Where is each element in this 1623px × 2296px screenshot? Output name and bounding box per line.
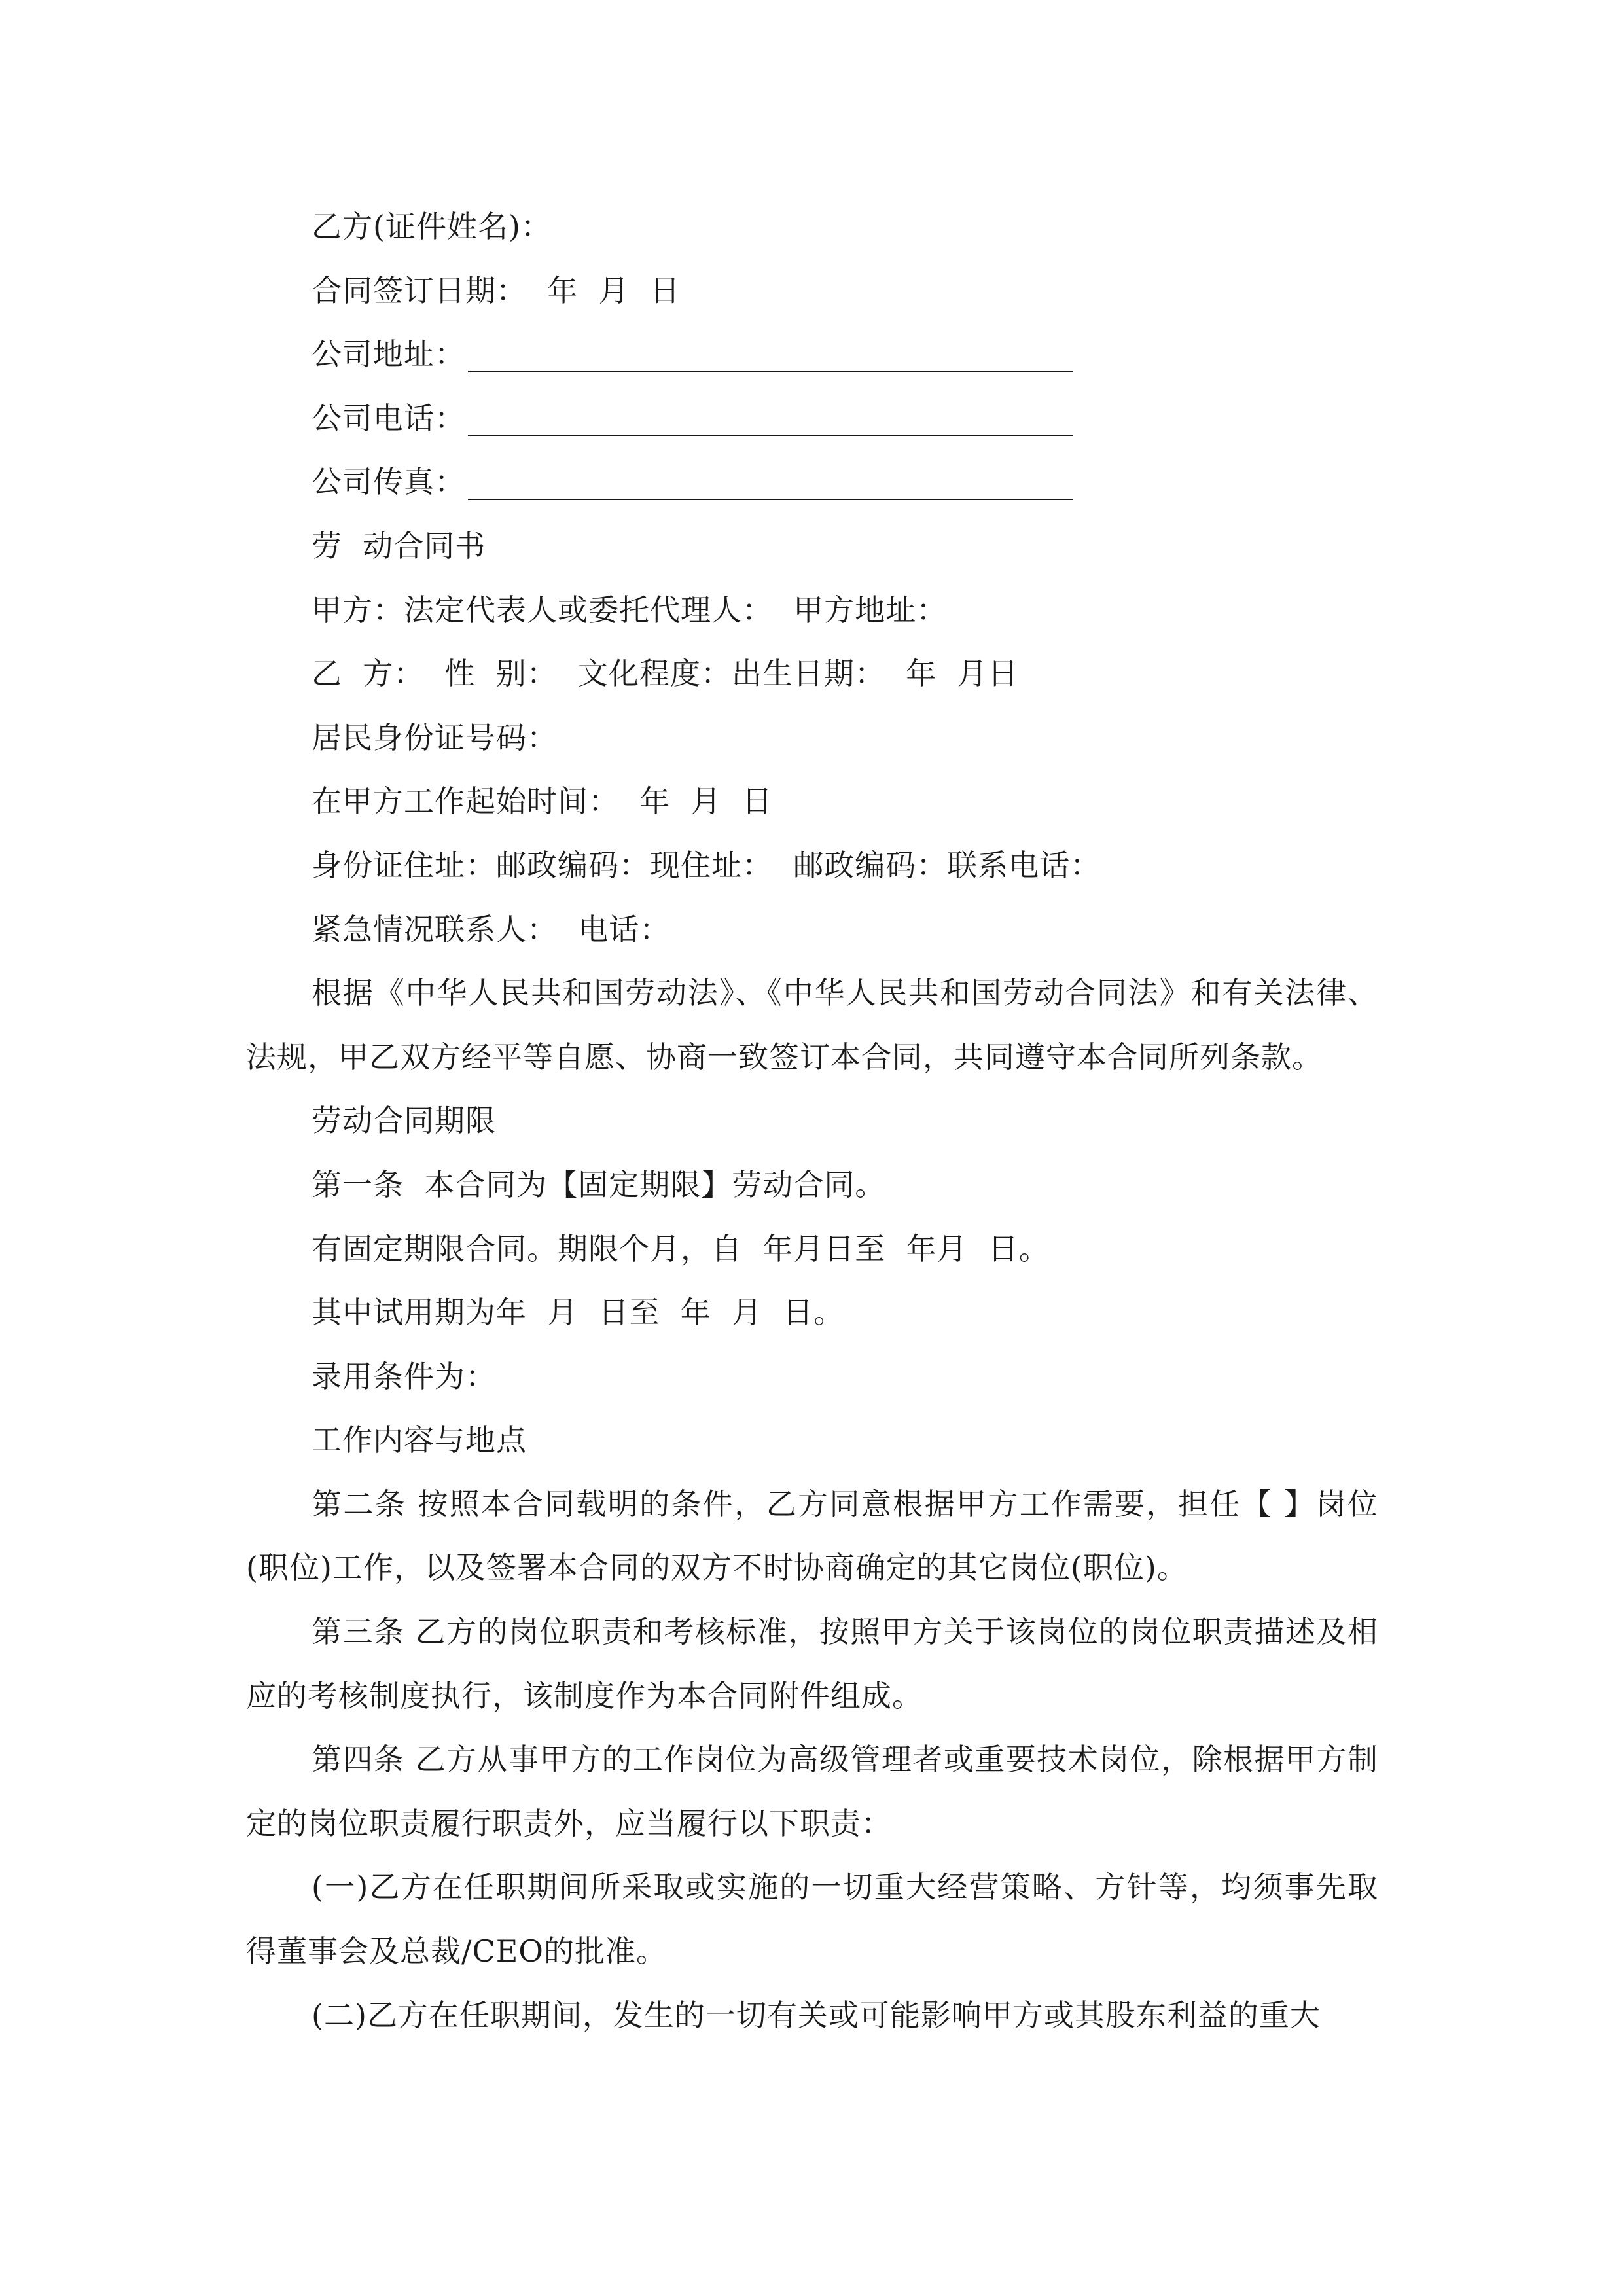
article-1: 第一条 本合同为【固定期限】劳动合同。 <box>312 1166 886 1202</box>
address-line: 身份证住址：邮政编码：现住址： 邮政编码：联系电话： <box>312 847 1101 883</box>
work-start-date: 在甲方工作起始时间： 年 月 日 <box>312 783 773 819</box>
article-3: 第三条 乙方的岗位职责和考核标准，按照甲方关于该岗位的岗位职责描述及相应的考核制度执行，该制度作为本合同附件组成。 <box>246 1614 1378 1713</box>
contract-title: 劳 动合同书 <box>312 528 486 564</box>
emergency-contact-line: 紧急情况联系人： 电话： <box>312 911 671 947</box>
contract-sign-date: 合同签订日期： 年 月 日 <box>312 272 681 308</box>
company-address-row <box>246 323 1378 387</box>
party-b-line: 乙 方： 性 别： 文化程度：出生日期： 年 月日 <box>312 656 1019 692</box>
company-fax-blank <box>468 479 1073 500</box>
document-body <box>246 195 1378 2047</box>
company-phone-blank <box>468 415 1073 436</box>
article-4: 第四条 乙方从事甲方的工作岗位为高级管理者或重要技术岗位，除根据甲方制定的岗位职责履行职责外，应当履行以下职责： <box>246 1742 1378 1841</box>
company-fax-row <box>246 450 1378 514</box>
term-heading: 劳动合同期限 <box>312 1103 496 1139</box>
company-address-label: 公司地址： <box>312 336 465 372</box>
fixed-term-line: 有固定期限合同。期限个月，自 年月日至 年月 日。 <box>312 1230 1050 1266</box>
probation-line: 其中试用期为年 月 日至 年 月 日。 <box>312 1295 845 1331</box>
company-fax-label: 公司传真： <box>312 464 465 500</box>
preamble-paragraph: 根据《中华人民共和国劳动法》、《中华人民共和国劳动合同法》和有关法律、法规，甲乙双方经平等自愿、协商一致签订本合同，共同遵守本合同所列条款。 <box>246 975 1378 1075</box>
hire-conditions-line: 录用条件为： <box>312 1358 496 1394</box>
work-heading: 工作内容与地点 <box>312 1422 527 1458</box>
duty-2: (二)乙方在任职期间，发生的一切有关或可能影响甲方或其股东利益的重大 <box>312 1997 1321 2033</box>
duty-1: (一)乙方在任职期间所采取或实施的一切重大经营策略、方针等，均须事先取得董事会及总裁/CEO的批准。 <box>246 1869 1378 1969</box>
id-number-line: 居民身份证号码： <box>312 719 558 755</box>
company-address-blank <box>468 351 1073 372</box>
company-phone-row <box>246 387 1378 451</box>
company-phone-label: 公司电话： <box>312 400 465 436</box>
party-a-line: 甲方：法定代表人或委托代理人： 甲方地址： <box>312 592 948 628</box>
article-2: 第二条 按照本合同载明的条件，乙方同意根据甲方工作需要，担任【 】岗位(职位)工作，以及签署本合同的双方不时协商确定的其它岗位(职位)。 <box>246 1486 1378 1586</box>
party-b-id-name: 乙方(证件姓名)： <box>312 209 552 244</box>
